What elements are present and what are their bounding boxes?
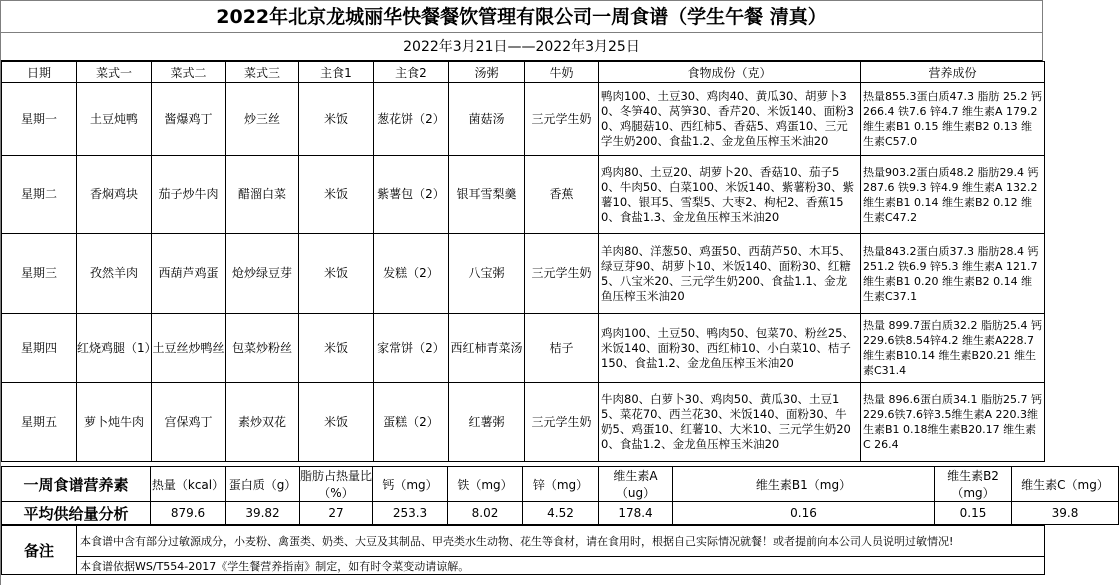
summary-header-cell: 钙（mg） <box>373 467 448 502</box>
header-cell: 牛奶 <box>525 62 599 83</box>
day-cell: 星期五 <box>2 383 77 462</box>
table-row <box>2 383 1045 462</box>
summary-label: 平均供给量分析 <box>2 502 151 525</box>
notes-label: 备注 <box>2 526 77 575</box>
page-title: 2022年北京龙城丽华快餐餐饮管理有限公司一周食谱（学生午餐 清真） <box>1 1 1043 33</box>
dish2-cell: 西葫芦鸡蛋 <box>152 234 226 314</box>
staple2-cell: 紫薯包（2） <box>374 156 449 234</box>
table-row <box>2 156 1045 234</box>
summary-value-cell: 4.52 <box>523 502 599 525</box>
summary-header-cell: 脂肪占热量比（%） <box>300 467 373 502</box>
dish3-cell: 醋溜白菜 <box>226 156 299 234</box>
milk-cell: 桔子 <box>525 314 599 383</box>
dish3-cell: 炝炒绿豆芽 <box>226 234 299 314</box>
summary-value-cell: 0.16 <box>673 502 935 525</box>
summary-header-cell: 维生素C（mg） <box>1012 467 1119 502</box>
nutrition-cell: 热量903.2蛋白质48.2 脂肪29.4 钙 287.6 铁9.3 锌4.9 维生素A 132.2 维生素B1 0.14 维生素B2 0.12 维生素C47.2 <box>861 156 1045 234</box>
day-cell: 星期一 <box>2 83 77 156</box>
menu-table <box>1 61 1045 462</box>
ingredients-cell: 鸡肉80、土豆20、胡萝卜20、香菇10、茄子50、牛肉50、白菜100、米饭140、紫薯粉30、紫薯10、银耳5、雪梨5、大枣2、枸杞2、香蕉150、食盐1.3、金龙鱼压榨玉米油20 <box>599 156 861 234</box>
summary-label: 一周食谱营养素 <box>2 467 151 502</box>
soup-cell: 西红柿青菜汤 <box>449 314 525 383</box>
staple2-cell: 蛋糕（2） <box>374 383 449 462</box>
summary-header-cell: 锌（mg） <box>523 467 599 502</box>
day-cell: 星期三 <box>2 234 77 314</box>
ingredients-cell: 牛肉80、白萝卜30、鸡肉50、黄瓜30、土豆15、菜花70、西兰花30、米饭140、面粉30、牛奶5、鸡蛋10、红薯10、大米10、三元学生奶200、食盐1.2、金龙鱼压榨玉米油20 <box>599 383 861 462</box>
guideline-note: 本食谱依据WS/T554-2017《学生餐营养指南》制定，如有时令菜变动请谅解。 <box>77 557 1045 575</box>
summary-value-cell: 27 <box>300 502 373 525</box>
dish2-cell: 宫保鸡丁 <box>152 383 226 462</box>
header-cell: 菜式三 <box>226 62 299 83</box>
milk-cell: 三元学生奶 <box>525 83 599 156</box>
header-cell: 日期 <box>2 62 77 83</box>
summary-header-cell: 蛋白质（g） <box>226 467 300 502</box>
summary-header-cell: 维生素B1（mg） <box>673 467 935 502</box>
menu-header-row <box>2 62 1045 83</box>
staple1-cell: 米饭 <box>299 83 374 156</box>
day-cell: 星期二 <box>2 156 77 234</box>
dish1-cell: 土豆炖鸭 <box>77 83 152 156</box>
staple2-cell: 发糕（2） <box>374 234 449 314</box>
soup-cell: 菌菇汤 <box>449 83 525 156</box>
dish2-cell: 土豆丝炒鸭丝 <box>152 314 226 383</box>
notes-row <box>2 557 1045 575</box>
header-cell: 营养成份 <box>861 62 1045 83</box>
nutrition-cell: 热量855.3蛋白质47.3 脂肪 25.2 钙 266.4 铁7.6 锌4.7 维生素A 179.2 维生素B1 0.15 维生素B2 0.13 维生素C57.0 <box>861 83 1045 156</box>
summary-value-cell: 39.8 <box>1012 502 1119 525</box>
dish2-cell: 酱爆鸡丁 <box>152 83 226 156</box>
ingredients-cell: 鸡肉100、土豆50、鸭肉50、包菜70、粉丝25、米饭140、面粉30、西红柿10、小白菜10、桔子150、食盐1.2、金龙鱼压榨玉米油20 <box>599 314 861 383</box>
nutrition-cell: 热量 899.7蛋白质32.2 脂肪25.4 钙229.6铁8.54锌4.2 维生素A228.7 维生素B10.14 维生素B20.21 维生素C31.4 <box>861 314 1045 383</box>
allergen-note: 本食谱中含有部分过敏源成分，小麦粉、禽蛋类、奶类、大豆及其制品、甲壳类水生动物、花生等食材，请在食用时，根据自己实际情况就餐！或者提前向本公司人员说明过敏情况! <box>77 526 1045 557</box>
summary-header-row <box>2 467 1119 502</box>
summary-value-cell: 39.82 <box>226 502 300 525</box>
notes-row <box>2 526 1045 557</box>
header-cell: 汤粥 <box>449 62 525 83</box>
dish1-cell: 香焖鸡块 <box>77 156 152 234</box>
header-cell: 菜式二 <box>152 62 226 83</box>
summary-value-cell: 178.4 <box>599 502 673 525</box>
date-range: 2022年3月21日——2022年3月25日 <box>1 33 1043 61</box>
soup-cell: 银耳雪梨羹 <box>449 156 525 234</box>
day-cell: 星期四 <box>2 314 77 383</box>
header-cell: 主食2 <box>374 62 449 83</box>
soup-cell: 红薯粥 <box>449 383 525 462</box>
milk-cell: 香蕉 <box>525 156 599 234</box>
staple2-cell: 葱花饼（2） <box>374 83 449 156</box>
nutrition-summary-table <box>1 466 1119 525</box>
dish3-cell: 包菜炒粉丝 <box>226 314 299 383</box>
dish2-cell: 茄子炒牛肉 <box>152 156 226 234</box>
table-row <box>2 83 1045 156</box>
notes-table <box>1 525 1045 575</box>
dish3-cell: 素炒双花 <box>226 383 299 462</box>
summary-header-cell: 维生素B2（mg） <box>935 467 1012 502</box>
dish1-cell: 孜然羊肉 <box>77 234 152 314</box>
staple1-cell: 米饭 <box>299 314 374 383</box>
header-cell: 菜式一 <box>77 62 152 83</box>
summary-value-cell: 8.02 <box>448 502 523 525</box>
ingredients-cell: 鸭肉100、土豆30、鸡肉40、黄瓜30、胡萝卜30、冬笋40、莴笋30、香芹20、米饭140、面粉30、鸡腿菇10、西红柿5、香菇5、鸡蛋10、三元学生奶200、食盐1.2、金龙鱼压榨玉米油20 <box>599 83 861 156</box>
summary-header-cell: 铁（mg） <box>448 467 523 502</box>
table-row <box>2 234 1045 314</box>
summary-header-cell: 维生素A（ug） <box>599 467 673 502</box>
nutrition-cell: 热量 896.6蛋白质34.1 脂肪25.7 钙229.6铁7.6锌3.5维生素A 220.3维生素B1 0.18维生素B20.17 维生素C 26.4 <box>861 383 1045 462</box>
header-cell: 主食1 <box>299 62 374 83</box>
staple1-cell: 米饭 <box>299 383 374 462</box>
milk-cell: 三元学生奶 <box>525 234 599 314</box>
dish1-cell: 萝卜炖牛肉 <box>77 383 152 462</box>
soup-cell: 八宝粥 <box>449 234 525 314</box>
summary-header-cell: 热量（kcal） <box>151 467 226 502</box>
staple2-cell: 家常饼（2） <box>374 314 449 383</box>
summary-value-cell: 0.15 <box>935 502 1012 525</box>
ingredients-cell: 羊肉80、洋葱50、鸡蛋50、西葫芦50、木耳5、绿豆芽90、胡萝卜10、米饭140、面粉30、红糖5、八宝米20、三元学生奶200、食盐1.1、金龙鱼压榨玉米油20 <box>599 234 861 314</box>
summary-value-cell: 253.3 <box>373 502 448 525</box>
staple1-cell: 米饭 <box>299 234 374 314</box>
table-row <box>2 314 1045 383</box>
header-cell: 食物成份（克） <box>599 62 861 83</box>
dish1-cell: 红烧鸡腿（1） <box>77 314 152 383</box>
summary-value-row <box>2 502 1119 525</box>
nutrition-cell: 热量843.2蛋白质37.3 脂肪28.4 钙 251.2 铁6.9 锌5.3 维生素A 121.7 维生素B1 0.20 维生素B2 0.14 维生素C37.1 <box>861 234 1045 314</box>
summary-value-cell: 879.6 <box>151 502 226 525</box>
dish3-cell: 炒三丝 <box>226 83 299 156</box>
milk-cell: 三元学生奶 <box>525 383 599 462</box>
staple1-cell: 米饭 <box>299 156 374 234</box>
